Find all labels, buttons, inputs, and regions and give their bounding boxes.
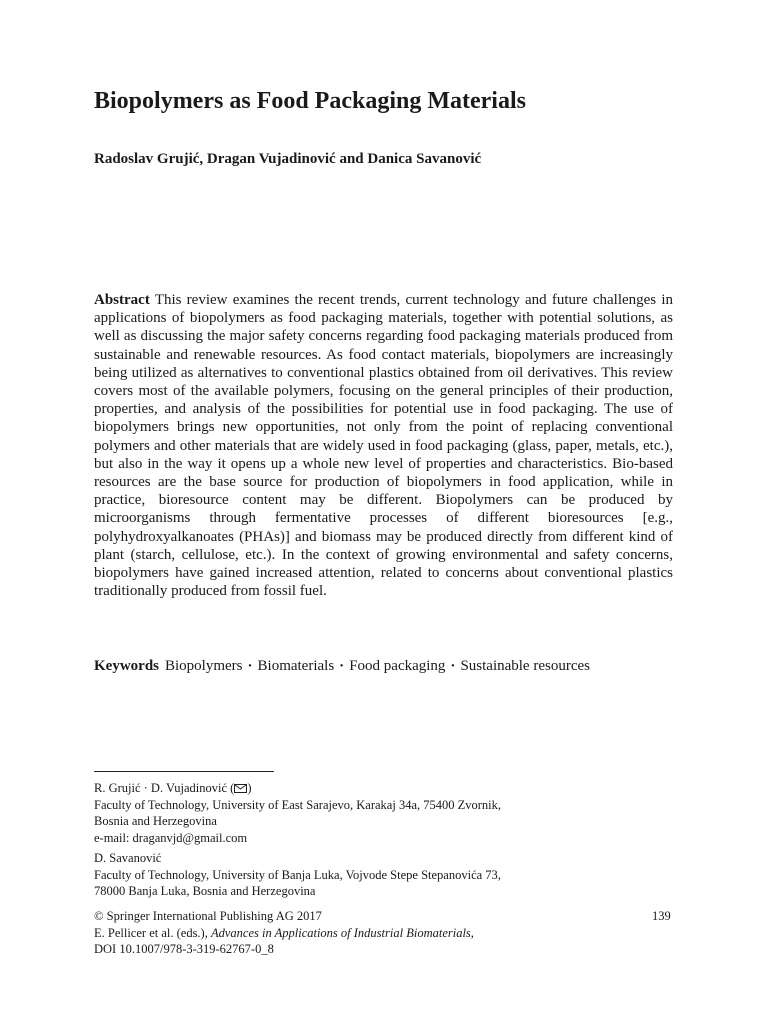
book-title: Advances in Applications of Industrial Biomaterials	[210, 925, 471, 940]
copyright-block	[94, 908, 474, 958]
affiliation-2-line2: 78000 Banja Luka, Bosnia and Herzegovina	[94, 884, 316, 898]
footnote-divider	[94, 771, 274, 772]
author-list: Radoslav Grujić, Dragan Vujadinović and Danica Savanović	[94, 151, 482, 167]
keyword-separator: ·	[450, 658, 456, 674]
affiliation-1-line2: Bosnia and Herzegovina	[94, 814, 217, 828]
envelope-icon	[234, 781, 247, 790]
affiliation-2-name: D. Savanović	[94, 851, 162, 865]
copyright-line: © Springer International Publishing AG 2017	[94, 909, 322, 923]
page-number: 139	[652, 909, 671, 923]
affiliation-2	[94, 850, 674, 900]
abstract	[94, 291, 673, 600]
keyword-separator: ·	[339, 658, 345, 674]
keyword-item: Sustainable resources	[460, 658, 590, 674]
keyword-item: Biopolymers	[165, 658, 243, 674]
keywords-label: Keywords	[94, 658, 159, 674]
keyword-item: Food packaging	[349, 658, 446, 674]
affiliation-1-email: e-mail: draganvjd@gmail.com	[94, 830, 248, 845]
keyword-separator: ·	[247, 658, 253, 674]
abstract-text: This review examines the recent trends, current technology and future challenges in applications of biopolymers as food packaging materials, together with potential solutions, as well as discussing the major safety concerns regarding food packaging materials produced from sustainable and renewable resources. As food contact materials, biopolymers are increasingly being utilized as alternatives to conventional plastics obtained from oil derivatives. This review covers most of the available polymers, focusing on the general principles of their production, properties, and analysis of the possibilities for potential use in food packaging. The use of biopolymers brings new opportunities, not only from the point of replacing conventional polymers and other materials that are widely used in food packaging (glass, paper, metals, etc.), but also in the way it opens up a whole new level of properties and characteristics. Bio-based resources are the base source for production of biopolymers in food application, while in practice, bioresource content may be different. Biopolymers can be produced by microorganisms through fermentative processes of different bioresources [e.g., polyhydroxyalkanoates (PHAs)] and biomass may be produced directly from different kind of plant (starch, cellulose, etc.). In the context of growing environmental and safety concerns, biopolymers have gained increased attention, related to concerns about conventional plastics traditionally produced from fossil fuel.	[94, 292, 673, 600]
keyword-item: Biomaterials	[257, 658, 335, 674]
abstract-label: Abstract	[94, 292, 150, 308]
affiliation-2-line1: Faculty of Technology, University of Banja Luka, Vojvode Stepe Stepanovića 73,	[94, 867, 501, 882]
affiliation-1-line1: Faculty of Technology, University of East Sarajevo, Karakaj 34a, 75400 Zvornik,	[94, 797, 502, 812]
doi: DOI 10.1007/978-3-319-62767-0_8	[94, 942, 274, 956]
affiliation-1-names: R. Grujić · D. Vujadinović ( )	[94, 781, 252, 795]
paper-title: Biopolymers as Food Packaging Materials	[94, 88, 526, 114]
affiliation-1	[94, 780, 674, 846]
book-citation: E. Pellicer et al. (eds.), Advances in Applications of Industrial Biomaterials,	[94, 925, 474, 940]
keywords	[94, 657, 694, 675]
